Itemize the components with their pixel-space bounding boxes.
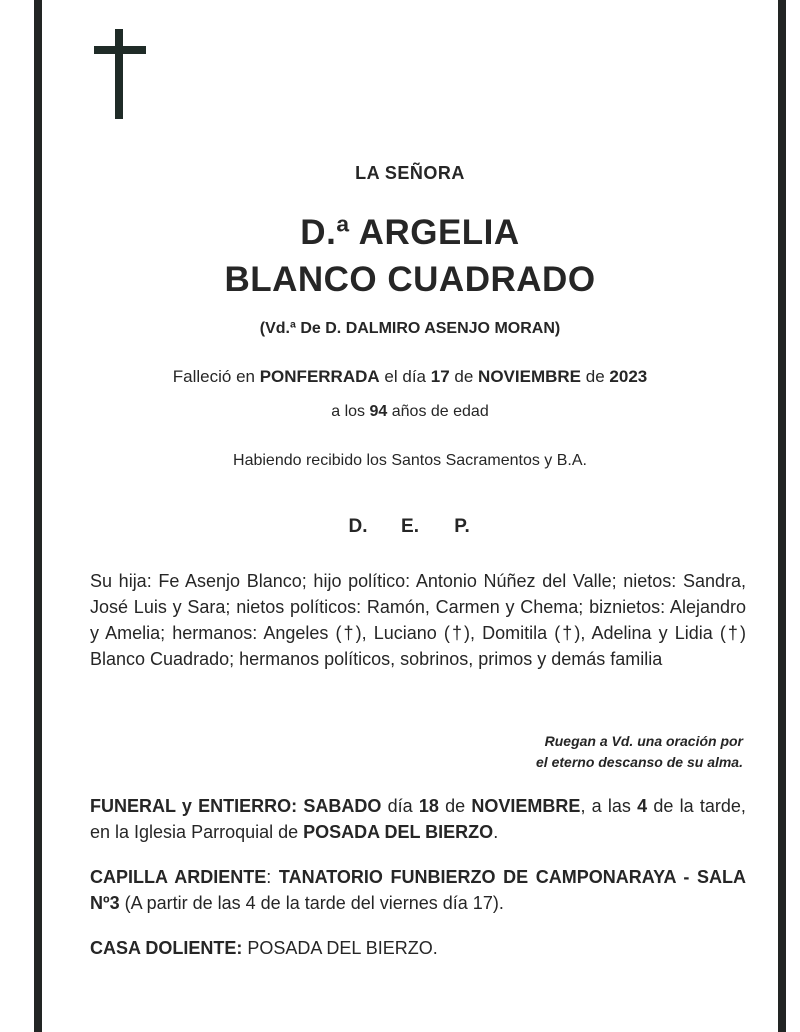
age-line: a los 94 años de edad — [331, 403, 489, 420]
name-line-2: BLANCO CUADRADO — [224, 260, 596, 299]
mourning-house-info: CASA DOLIENTE: POSADA DEL BIERZO. — [90, 938, 438, 958]
left-border — [34, 0, 42, 1032]
chapel-info: CAPILLA ARDIENTE: TANATORIO FUNBIERZO DE CAMPONARAYA - SALA Nº3 (A partir de las 4 de la tarde del viernes día 17). — [90, 867, 746, 913]
dep-initials: D. E. P. — [348, 516, 470, 537]
death-place: PONFERRADA — [259, 367, 380, 386]
title-la-senora: LA SEÑORA — [355, 163, 465, 183]
deceased-name — [42, 209, 778, 303]
family-paragraph: Su hija: Fe Asenjo Blanco; hijo político: Antonio Núñez del Valle; nietos: Sandra, José Luis y Sara; nietos políticos: Ramón, Carmen y Chema; biznietos: Alejandro y Amelia; hermanos: Angeles (†), Luciano (†), Domitila (†), Adelina y Lidia (†) Blanco Cuadrado; hermanos políticos, sobrinos, primos y demás familia — [90, 571, 746, 669]
death-month: NOVIEMBRE — [478, 367, 582, 386]
cross-icon — [94, 29, 146, 119]
name-line-1: D.ª ARGELIA — [300, 213, 520, 252]
death-year: 2023 — [609, 367, 648, 386]
widow-of: (Vd.ª De D. DALMIRO ASENJO MORAN) — [259, 320, 561, 337]
funeral-info: FUNERAL y ENTIERRO: SABADO día 18 de NOVIEMBRE, a las 4 de la tarde, en la Iglesia Parroquial de POSADA DEL BIERZO. — [90, 796, 746, 842]
right-border — [778, 0, 786, 1032]
sacraments-line: Habiendo recibido los Santos Sacramentos y B.A. — [233, 452, 587, 469]
death-day: 17 — [430, 367, 450, 386]
death-line: Falleció en PONFERRADA el día 17 de NOVIEMBRE de 2023 — [172, 367, 648, 386]
prayer-request: Ruegan a Vd. una oración por el eterno descanso de su alma. — [536, 733, 743, 770]
age-value: 94 — [369, 403, 388, 420]
